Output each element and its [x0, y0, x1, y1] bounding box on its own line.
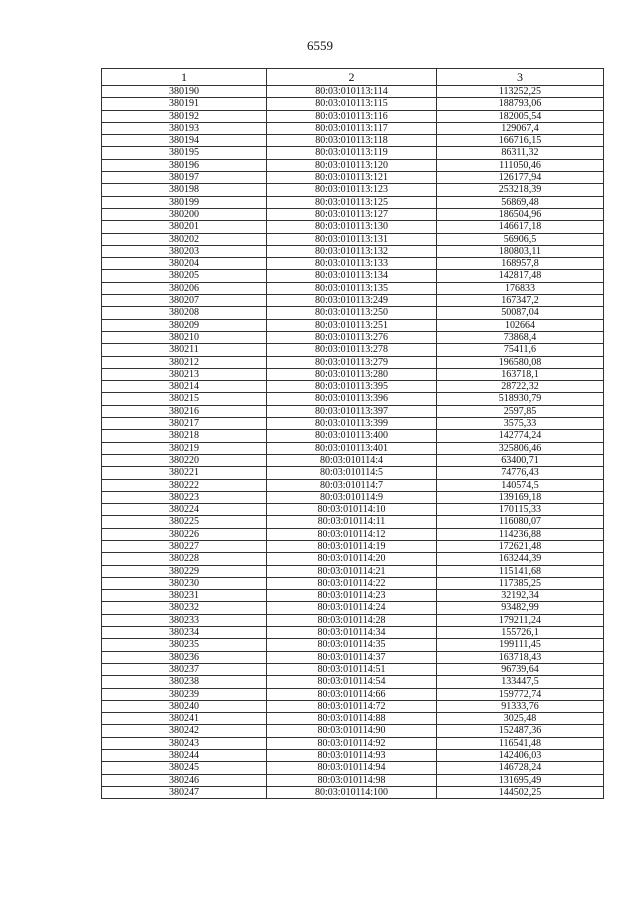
table-cell: 80:03:010113:127: [267, 208, 437, 220]
table-row: [102, 258, 604, 270]
data-table: [101, 68, 604, 799]
table-cell: 186504,96: [437, 208, 604, 220]
table-cell: 380217: [102, 418, 267, 430]
table-cell: 380207: [102, 295, 267, 307]
table-cell: 80:03:010114:37: [267, 651, 437, 663]
table-cell: 155726,1: [437, 627, 604, 639]
table-cell: 3575,33: [437, 418, 604, 430]
table-cell: 80:03:010113:280: [267, 368, 437, 380]
table-cell: 80:03:010114:54: [267, 676, 437, 688]
table-cell: 142774,24: [437, 430, 604, 442]
table-cell: 56869,48: [437, 196, 604, 208]
table-row: [102, 208, 604, 220]
table-cell: 56906,5: [437, 233, 604, 245]
table-cell: 80:03:010114:66: [267, 688, 437, 700]
table-row: [102, 627, 604, 639]
table-row: [102, 725, 604, 737]
table-cell: 199111,45: [437, 639, 604, 651]
table-cell: 380197: [102, 172, 267, 184]
table-row: [102, 639, 604, 651]
table-cell: 80:03:010113:278: [267, 344, 437, 356]
table-cell: 380229: [102, 565, 267, 577]
table-cell: 113252,25: [437, 86, 604, 98]
table-row: [102, 430, 604, 442]
table-row: [102, 516, 604, 528]
table-row: [102, 110, 604, 122]
table-cell: 380245: [102, 762, 267, 774]
table-cell: 32192,34: [437, 590, 604, 602]
table-cell: 96739,64: [437, 663, 604, 675]
table-cell: 380239: [102, 688, 267, 700]
table-row: [102, 381, 604, 393]
table-cell: 129067,4: [437, 122, 604, 134]
table-cell: 380247: [102, 786, 267, 798]
table-cell: 80:03:010114:98: [267, 774, 437, 786]
table-row: [102, 405, 604, 417]
table-cell: 380196: [102, 159, 267, 171]
table-cell: 139169,18: [437, 491, 604, 503]
table-row: [102, 233, 604, 245]
table-cell: 380234: [102, 627, 267, 639]
table-row: [102, 270, 604, 282]
table-cell: 380214: [102, 381, 267, 393]
table-cell: 380213: [102, 368, 267, 380]
table-cell: 80:03:010114:4: [267, 454, 437, 466]
table-cell: 117385,25: [437, 577, 604, 589]
table-header: [102, 69, 604, 86]
table-row: [102, 614, 604, 626]
table-row: [102, 713, 604, 725]
table-cell: 80:03:010114:72: [267, 700, 437, 712]
table-row: [102, 590, 604, 602]
page-number: 6559: [307, 38, 333, 53]
table-cell: 80:03:010114:94: [267, 762, 437, 774]
table-cell: 80:03:010114:12: [267, 528, 437, 540]
table-cell: 380212: [102, 356, 267, 368]
table-cell: 380240: [102, 700, 267, 712]
table-cell: 380218: [102, 430, 267, 442]
table-cell: 166716,15: [437, 135, 604, 147]
table-cell: 80:03:010114:10: [267, 504, 437, 516]
table-cell: 80:03:010113:400: [267, 430, 437, 442]
table-cell: 168957,8: [437, 258, 604, 270]
table-cell: 518930,79: [437, 393, 604, 405]
table-cell: 63400,71: [437, 454, 604, 466]
table-cell: 80:03:010113:117: [267, 122, 437, 134]
table-cell: 93482,99: [437, 602, 604, 614]
table-cell: 80:03:010114:100: [267, 786, 437, 798]
table-cell: 80:03:010113:123: [267, 184, 437, 196]
table-row: [102, 295, 604, 307]
table-cell: 80:03:010113:120: [267, 159, 437, 171]
table-row: [102, 159, 604, 171]
table-cell: 380224: [102, 504, 267, 516]
table-cell: 146617,18: [437, 221, 604, 233]
table-row: [102, 184, 604, 196]
table-cell: 80:03:010113:401: [267, 442, 437, 454]
table-cell: 80:03:010114:93: [267, 750, 437, 762]
table-row: [102, 651, 604, 663]
table-cell: 80:03:010113:119: [267, 147, 437, 159]
table-cell: 380241: [102, 713, 267, 725]
table-cell: 380222: [102, 479, 267, 491]
table-cell: 80:03:010114:22: [267, 577, 437, 589]
table-cell: 380210: [102, 331, 267, 343]
header-row: [102, 69, 604, 86]
table-cell: 73868,4: [437, 331, 604, 343]
table-cell: 380244: [102, 750, 267, 762]
table-row: [102, 577, 604, 589]
table-cell: 380202: [102, 233, 267, 245]
table-row: [102, 331, 604, 343]
table-row: [102, 393, 604, 405]
table-row: [102, 565, 604, 577]
table-cell: 380211: [102, 344, 267, 356]
table-cell: 80:03:010113:250: [267, 307, 437, 319]
table-cell: 180803,11: [437, 245, 604, 257]
table-cell: 75411,6: [437, 344, 604, 356]
table-cell: 380191: [102, 98, 267, 110]
table-cell: 380242: [102, 725, 267, 737]
table-cell: 80:03:010113:125: [267, 196, 437, 208]
table-row: [102, 504, 604, 516]
table-cell: 80:03:010113:397: [267, 405, 437, 417]
table-row: [102, 700, 604, 712]
table-row: [102, 221, 604, 233]
table-cell: 380200: [102, 208, 267, 220]
table-cell: 182005,54: [437, 110, 604, 122]
header-cell-2: 2: [267, 69, 437, 86]
table-cell: 380228: [102, 553, 267, 565]
table-row: [102, 245, 604, 257]
table-cell: 2597,85: [437, 405, 604, 417]
table-row: [102, 663, 604, 675]
table-row: [102, 122, 604, 134]
table-row: [102, 553, 604, 565]
table-cell: 325806,46: [437, 442, 604, 454]
table-cell: 80:03:010114:24: [267, 602, 437, 614]
table-cell: 380199: [102, 196, 267, 208]
table-cell: 80:03:010114:20: [267, 553, 437, 565]
table-cell: 380201: [102, 221, 267, 233]
table-cell: 144502,25: [437, 786, 604, 798]
table-cell: 80:03:010114:28: [267, 614, 437, 626]
table-row: [102, 442, 604, 454]
table-cell: 188793,06: [437, 98, 604, 110]
table-cell: 80:03:010113:134: [267, 270, 437, 282]
table-cell: 80:03:010113:118: [267, 135, 437, 147]
table-row: [102, 467, 604, 479]
table-row: [102, 688, 604, 700]
table-cell: 163718,1: [437, 368, 604, 380]
table-cell: 170115,33: [437, 504, 604, 516]
table-cell: 163718,43: [437, 651, 604, 663]
table-cell: 380225: [102, 516, 267, 528]
table-cell: 80:03:010114:34: [267, 627, 437, 639]
table-cell: 80:03:010114:23: [267, 590, 437, 602]
table-cell: 380237: [102, 663, 267, 675]
table-cell: 116080,07: [437, 516, 604, 528]
table-cell: 80:03:010114:7: [267, 479, 437, 491]
table-row: [102, 135, 604, 147]
table-cell: 80:03:010114:11: [267, 516, 437, 528]
table-cell: 80:03:010113:399: [267, 418, 437, 430]
table-cell: 380223: [102, 491, 267, 503]
table-cell: 380195: [102, 147, 267, 159]
table-cell: 116541,48: [437, 737, 604, 749]
table-cell: 380206: [102, 282, 267, 294]
table-cell: 380220: [102, 454, 267, 466]
table-cell: 146728,24: [437, 762, 604, 774]
table-cell: 80:03:010113:251: [267, 319, 437, 331]
table-row: [102, 602, 604, 614]
table-cell: 380221: [102, 467, 267, 479]
table-cell: 111050,46: [437, 159, 604, 171]
table-cell: 196580,08: [437, 356, 604, 368]
table-cell: 50087,04: [437, 307, 604, 319]
table-row: [102, 172, 604, 184]
table-cell: 80:03:010114:90: [267, 725, 437, 737]
table-cell: 80:03:010114:19: [267, 540, 437, 552]
table-cell: 80:03:010114:92: [267, 737, 437, 749]
table-cell: 380227: [102, 540, 267, 552]
table-cell: 172621,48: [437, 540, 604, 552]
table-cell: 80:03:010113:130: [267, 221, 437, 233]
table-cell: 380193: [102, 122, 267, 134]
table-row: [102, 528, 604, 540]
table-row: [102, 418, 604, 430]
table-cell: 380235: [102, 639, 267, 651]
table-cell: 28722,32: [437, 381, 604, 393]
table-row: [102, 147, 604, 159]
table-row: [102, 774, 604, 786]
table-cell: 253218,39: [437, 184, 604, 196]
table-cell: 80:03:010113:131: [267, 233, 437, 245]
table-cell: 80:03:010113:116: [267, 110, 437, 122]
table-cell: 380198: [102, 184, 267, 196]
table-cell: 152487,36: [437, 725, 604, 737]
table-row: [102, 344, 604, 356]
table-row: [102, 491, 604, 503]
table-row: [102, 762, 604, 774]
table-cell: 80:03:010113:279: [267, 356, 437, 368]
table-cell: 167347,2: [437, 295, 604, 307]
table-cell: 115141,68: [437, 565, 604, 577]
table-cell: 176833: [437, 282, 604, 294]
table-row: [102, 737, 604, 749]
table-row: [102, 307, 604, 319]
table-row: [102, 356, 604, 368]
table-cell: 80:03:010114:88: [267, 713, 437, 725]
table-cell: 380203: [102, 245, 267, 257]
table-row: [102, 86, 604, 98]
table-cell: 163244,39: [437, 553, 604, 565]
table-cell: 380236: [102, 651, 267, 663]
table-cell: 380246: [102, 774, 267, 786]
table-cell: 80:03:010113:249: [267, 295, 437, 307]
table-cell: 80:03:010113:395: [267, 381, 437, 393]
table-row: [102, 750, 604, 762]
table-cell: 80:03:010114:9: [267, 491, 437, 503]
table-cell: 80:03:010113:133: [267, 258, 437, 270]
table-cell: 380190: [102, 86, 267, 98]
table-cell: 380226: [102, 528, 267, 540]
table-cell: 380232: [102, 602, 267, 614]
table-cell: 142406,03: [437, 750, 604, 762]
table-cell: 80:03:010114:51: [267, 663, 437, 675]
table-row: [102, 368, 604, 380]
table-cell: 80:03:010113:114: [267, 86, 437, 98]
table-row: [102, 540, 604, 552]
table-body: [102, 86, 604, 799]
table-cell: 380209: [102, 319, 267, 331]
table-row: [102, 786, 604, 798]
table-cell: 179211,24: [437, 614, 604, 626]
table-cell: 380231: [102, 590, 267, 602]
table-row: [102, 454, 604, 466]
table-cell: 131695,49: [437, 774, 604, 786]
table-cell: 80:03:010113:135: [267, 282, 437, 294]
table-cell: 102664: [437, 319, 604, 331]
header-cell-3: 3: [437, 69, 604, 86]
table-row: [102, 196, 604, 208]
table-cell: 80:03:010114:21: [267, 565, 437, 577]
table-cell: 80:03:010113:115: [267, 98, 437, 110]
table-cell: 380219: [102, 442, 267, 454]
table-cell: 140574,5: [437, 479, 604, 491]
table-cell: 380243: [102, 737, 267, 749]
table-cell: 80:03:010114:5: [267, 467, 437, 479]
table-row: [102, 282, 604, 294]
table-cell: 380215: [102, 393, 267, 405]
table-cell: 380233: [102, 614, 267, 626]
table-cell: 86311,32: [437, 147, 604, 159]
table-cell: 380204: [102, 258, 267, 270]
table-cell: 74776,43: [437, 467, 604, 479]
header-cell-1: 1: [102, 69, 267, 86]
table-row: [102, 676, 604, 688]
table-row: [102, 98, 604, 110]
table-cell: 126177,94: [437, 172, 604, 184]
table-cell: 80:03:010114:35: [267, 639, 437, 651]
table-cell: 380238: [102, 676, 267, 688]
table-cell: 91333,76: [437, 700, 604, 712]
table-cell: 380192: [102, 110, 267, 122]
table-cell: 380205: [102, 270, 267, 282]
table-cell: 380208: [102, 307, 267, 319]
table-cell: 380230: [102, 577, 267, 589]
table-cell: 80:03:010113:276: [267, 331, 437, 343]
table-cell: 3025,48: [437, 713, 604, 725]
table-cell: 159772,74: [437, 688, 604, 700]
table-cell: 80:03:010113:132: [267, 245, 437, 257]
table-cell: 80:03:010113:121: [267, 172, 437, 184]
table-row: [102, 479, 604, 491]
table-row: [102, 319, 604, 331]
table-cell: 133447,5: [437, 676, 604, 688]
table-cell: 380216: [102, 405, 267, 417]
table-cell: 380194: [102, 135, 267, 147]
table-cell: 80:03:010113:396: [267, 393, 437, 405]
table-cell: 114236,88: [437, 528, 604, 540]
table-cell: 142817,48: [437, 270, 604, 282]
